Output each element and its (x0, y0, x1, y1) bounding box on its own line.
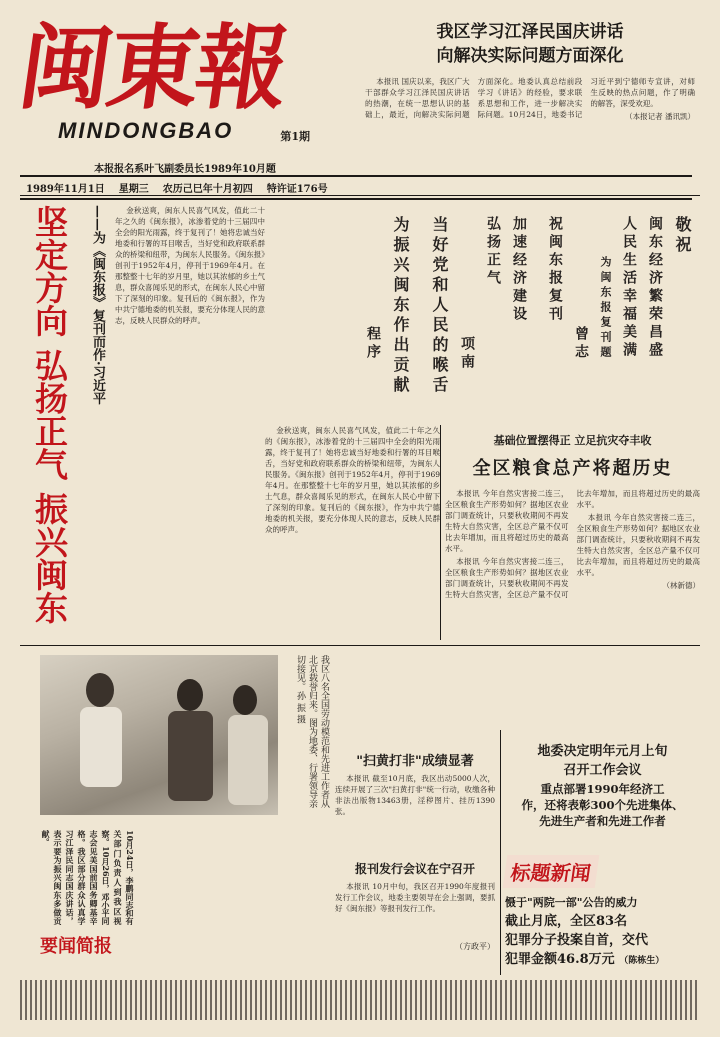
publication-info: 本报报名系叶飞副委员长1989年10月题 (94, 164, 276, 175)
editorial-continued: 金秋送爽，闽东人民喜气风发，值此二十年之久的《闽东报》，冰渗着党的十三届四中全会的阳光雨露，终于复刊了！她将忠诚当好地委和行署的耳目喉舌，当好党和政府联系群众的桥梁和纽带，为闽东人民服务。《闽东报》创刊于1952年4月，停刊于1969年4月。在那整整十七年的岁月里，她以其浓郁的乡土气息，群众喜闻乐见的形式，在闽东人民心中留下了深刻的印象。复刊后的《闽东报》，作为中共宁德地委的机关报，要充分体现人民的意志，反映人民群众的呼声。 (265, 426, 440, 534)
meeting-sub-2: 作，还将表彰300个先进集体、 (521, 798, 684, 812)
grain-author: （林新德） (662, 581, 700, 590)
lunar-date: 农历己巳年十月初四 (162, 184, 253, 195)
news-line-4: 犯罪金额46.8万元 （陈栋生） (505, 952, 665, 967)
sweep-body: 本报讯 截至10月底，我区出动5000人次，连续开展了三次"扫黄打非"统一行动，收缴各种非法出版物13463册，淫秽图片、挂历1390张。 (335, 774, 495, 816)
grain-headline: 全区粮食总产将超历史 (472, 458, 673, 479)
distribution-author: （方政平） (455, 942, 495, 951)
meeting-sub-3: 先进生产者和先进工作者 (539, 814, 666, 828)
grain-kicker: 基础位置摆得正 立足抗灾夺丰收 (493, 434, 652, 447)
distribution-headline: 报刊发行会议在宁召开 (354, 862, 475, 876)
top-story-headline-1: 我区学习江泽民国庆讲话 (436, 22, 624, 42)
news-brief (40, 830, 330, 970)
calligraphy-signature: 曾志 (573, 326, 589, 362)
brief-label: 要闻简报 (40, 936, 112, 957)
meeting-story (505, 740, 700, 829)
issue-number: 第1期 (280, 130, 310, 143)
editorial-byline (85, 205, 111, 635)
sweep-story (335, 750, 495, 843)
calligraphy-line: 闽东经济繁荣昌盛 (647, 216, 663, 360)
editorial-headline: 坚定方向 弘扬正气 振兴闽东 (30, 205, 69, 624)
grain-body: 本报讯 今年自然灾害接二连三，全区粮食生产形势如何？据地区农业部门调查统计，只要秋收期间不再发生特大自然灾害，全区总产量不仅可比去年增加，而且将超过历史的最高水平。 本报讯 今年自然灾害接二连三，全区粮食生产形势如何？据地区农业部门调查统计，只要秋收期间不再发生特大自然灾害，全区总产量不仅可比去年增加，而且将超过历史的最高水平。 本报讯 今年自然灾害接二连三，全区粮食生产形势如何？据地区农业部门调查统计，只要秋收期间不再发生特大自然灾害，全区总产量不仅可比去年增加，而且将超过历史的最高水平。 （林新德） (445, 489, 700, 599)
people-photo-icon (40, 655, 278, 815)
license-number: 特许证176号 (266, 184, 328, 195)
top-story-author: （本报记者 潘讯凯） (625, 112, 695, 121)
top-story-headline-2: 向解决实际问题方面深化 (436, 46, 624, 66)
calligraphy-line: 弘扬正气 (485, 216, 501, 288)
calligraphy-line: 为振兴闽东作出贡献 (391, 216, 410, 396)
newspaper-logo: 闽東報 (12, 14, 292, 122)
award-photo (40, 655, 278, 815)
news-column-label: 标题新闻 (503, 855, 600, 888)
date: 1989年11月1日 (26, 184, 105, 195)
calligraphy-signature: 项南 (459, 336, 475, 372)
photo-caption: 我区八名全国劳动模范和先进工作者从北京载誉归来。图为地委、行署领导亲切接见。孙 振 摄 (295, 655, 329, 808)
top-story (365, 20, 695, 198)
masthead-pinyin: MINDONGBAO (58, 118, 234, 143)
sweep-headline: "扫黄打非"成绩显著 (356, 754, 474, 769)
weekday: 星期三 (118, 184, 149, 195)
calligraphy-line: 加速经济建设 (511, 216, 527, 324)
rule (440, 425, 441, 640)
meeting-headline-1: 地委决定明年元月上旬 (537, 744, 668, 759)
calligraphy-inscriptions (270, 210, 700, 420)
meeting-headline-2: 召开工作会议 (563, 763, 642, 778)
decorative-border (20, 980, 700, 1020)
calligraphy-signature: 程序 (365, 326, 381, 362)
meeting-sub-1: 重点部署1990年经济工 (540, 782, 665, 796)
news-line-2: 截止月底，全区83名 (505, 914, 628, 929)
masthead (12, 14, 350, 153)
grain-story (445, 432, 700, 688)
calligraphy-line: 人民生活幸福美满 (621, 216, 637, 360)
news-line-3: 犯罪分子投案自首，交代 (505, 933, 649, 948)
vertical-headline (24, 205, 80, 635)
calligraphy-line: 祝闽东报复刊 (547, 216, 563, 324)
distribution-story (335, 860, 495, 952)
editorial-subheadline: ——为《闽东报》复刊而作·习近平 (90, 205, 105, 405)
rule (20, 645, 700, 646)
calligraphy-line: 当好党和人民的喉舌 (430, 216, 449, 396)
rule (500, 730, 501, 975)
news-line-1: 慑于"两院一部"公告的威力 (505, 896, 638, 909)
calligraphy-line: 敬祝 (673, 216, 692, 256)
rule (20, 195, 700, 196)
headline-news-box (505, 855, 700, 967)
calligraphy-line: 为闽东报复刊题 (599, 256, 612, 361)
editorial-body: 金秋送爽，闽东人民喜气风发，值此二十年之久的《闽东报》，冰渗着党的十三届四中全会的阳光雨露，终于复刊了！她将忠诚当好地委和行署的耳目喉舌，当好党和政府联系群众的桥梁和纽带，为闽东人民服务。《闽东报》创刊于1952年4月，停刊于1969年4月。在那整整十七年的岁月里，她以其浓郁的乡土气息，群众喜闻乐见的形式，在闽东人民心中留下了深刻的印象。复刊后的《闽东报》，作为中共宁德地委的机关报，要充分体现人民的意志，反映人民群众的呼声。 (115, 206, 265, 325)
distribution-body: 本报讯 10月中旬，我区召开1990年度报刊发行工作会议，地委主要领导在会上强调，要抓好《闽东报》等报刊发行工作。 (335, 882, 495, 913)
news-author: （陈栋生） (619, 956, 665, 966)
brief-body: 10月24日，李鹏同志和有关部门负责人到我区视察。10月26日，邓小平同志会见美国前国务卿基辛格。我区部分群众认真学习江泽民同志国庆讲话，表示要为振兴闽东多做贡献。 (41, 830, 135, 925)
top-story-body: 本报讯 国庆以来，我区广大干部群众学习江泽民国庆讲话的热潮，在统一思想认识的基础上，最近，向解决实际问题方面深化。地委认真总结前段学习《讲话》的经验，要求联系思想和工作，进一步解决实际问题。10月24日，地委书记习近平到宁德师专宣讲，对师生反映的热点问题，作了明确的解答，深受欢迎。 （本报记者 潘讯凯） (365, 77, 695, 121)
